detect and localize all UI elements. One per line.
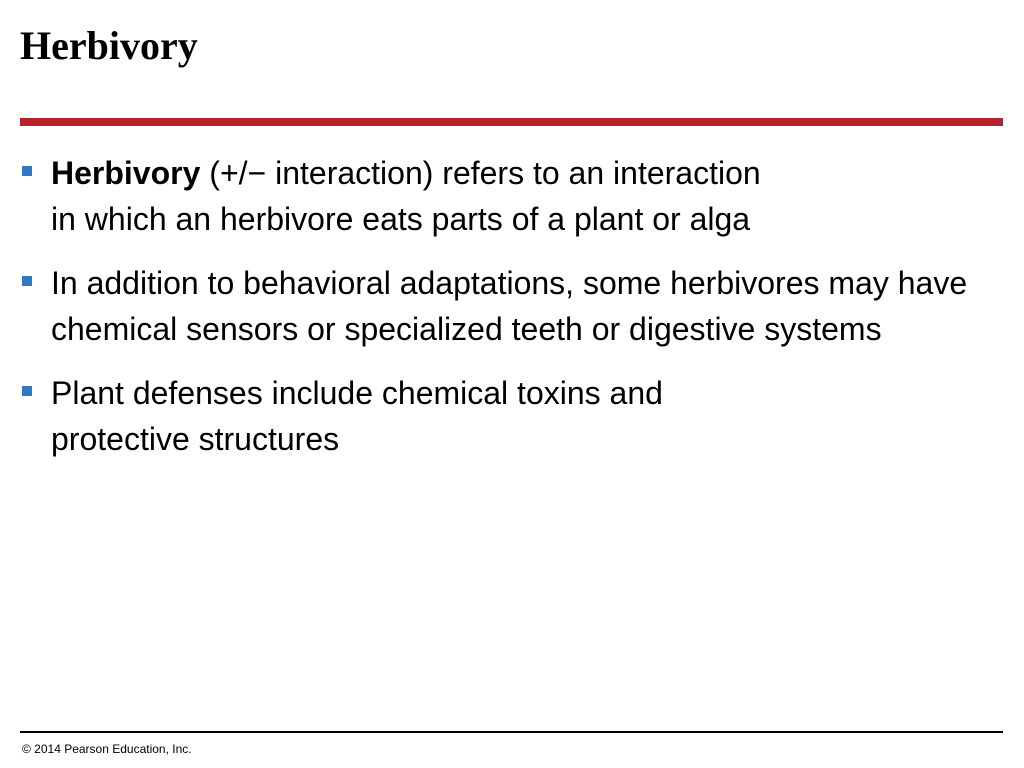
- bullet-term: Herbivory: [51, 155, 201, 191]
- bullet-item: [22, 150, 1012, 242]
- slide-title: Herbivory: [20, 23, 198, 68]
- bullet-item: [22, 370, 1012, 462]
- bullet-text: Plant defenses include chemical toxins and protective structures: [51, 375, 663, 457]
- bullet-text: (+/− interaction) refers to an interaction in which an herbivore eats parts of a plant or alga: [51, 155, 761, 237]
- bullet-list: [22, 150, 1012, 480]
- copyright-notice: © 2014 Pearson Education, Inc.: [22, 742, 192, 756]
- square-bullet-icon: [22, 166, 32, 176]
- square-bullet-icon: [22, 386, 32, 396]
- footer-divider: [20, 731, 1003, 733]
- bullet-text: In addition to behavioral adaptations, some herbivores may have chemical sensors or specialized teeth or digestive systems: [51, 265, 968, 347]
- title-divider: [20, 118, 1003, 126]
- bullet-item: [22, 260, 1012, 352]
- square-bullet-icon: [22, 276, 32, 286]
